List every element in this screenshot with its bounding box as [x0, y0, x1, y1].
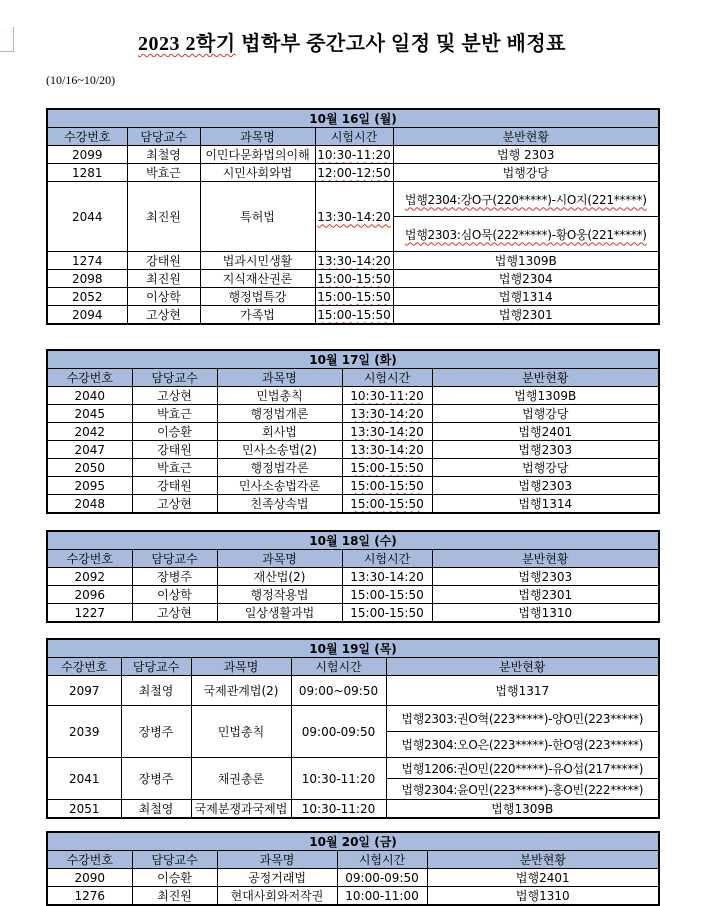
room-cell: 법행2303: [432, 441, 659, 459]
table-row: [47, 887, 659, 906]
room-cell: 법행2401: [432, 423, 659, 441]
room-cell: 법행1309B: [432, 387, 659, 405]
time-cell: 09:00-09:50: [337, 869, 427, 887]
professor-cell: 강태원: [132, 441, 217, 459]
exam-table-day-1: [46, 108, 660, 325]
professor-cell: 장병주: [132, 568, 217, 586]
time-cell: 13:30-14:20: [342, 423, 432, 441]
column-header: 담당교수: [127, 128, 200, 146]
day-header: 10월 16일 (월): [47, 109, 659, 128]
column-header: 수강번호: [47, 550, 132, 568]
subject-cell: 국제관계법(2): [191, 676, 291, 706]
room-cell: 법행2401: [427, 869, 659, 887]
professor-cell: 고상현: [132, 604, 217, 623]
professor-cell: 이승환: [132, 869, 217, 887]
column-header: 시험시간: [342, 550, 432, 568]
professor-cell: 최진원: [132, 887, 217, 906]
time-cell: 15:00-15:50: [315, 288, 393, 306]
column-header: 과목명: [217, 369, 342, 387]
room-cell: 법행1310: [432, 604, 659, 623]
subject-cell: 특허법: [200, 182, 315, 252]
table-row: [47, 270, 659, 288]
professor-cell: 이승환: [132, 423, 217, 441]
page-title-rest: 법학부 중간고사 일정 및 분반 배정표: [235, 33, 566, 55]
column-header: 담당교수: [121, 658, 191, 676]
table-row: [47, 758, 659, 779]
professor-cell: 최철영: [127, 146, 200, 164]
room-cell: 법행1206:권O민(220*****)-유O섭(217*****): [386, 758, 659, 779]
time-cell: 10:00-11:00: [337, 887, 427, 906]
subject-cell: 민법총칙: [217, 387, 342, 405]
time-cell: 15:00-15:50: [315, 270, 393, 288]
room-cell: 법행강당: [432, 459, 659, 477]
room-cell: 법행2304:강O구(220*****)-시O지(221*****): [393, 182, 659, 217]
subject-cell: 재산법(2): [217, 568, 342, 586]
room-cell: 법행2304:오O은(223*****)-한O영(223*****): [386, 732, 659, 758]
course-no-cell: 2041: [47, 758, 121, 800]
column-header: 분반현황: [427, 851, 659, 869]
course-no-cell: 2039: [47, 706, 121, 758]
subject-cell: 일상생활과법: [217, 604, 342, 623]
time-cell: 13:30-14:20: [342, 405, 432, 423]
table-row: [47, 800, 659, 819]
course-no-cell: 2050: [47, 459, 132, 477]
time-cell: 10:30-11:20: [315, 146, 393, 164]
room-cell: 법행2303:심O묵(222*****)-황O웅(221*****): [393, 217, 659, 252]
time-cell: 15:00-15:50: [342, 604, 432, 623]
professor-cell: 장병주: [121, 706, 191, 758]
course-no-cell: 2099: [47, 146, 127, 164]
course-no-cell: 2042: [47, 423, 132, 441]
course-no-cell: 2048: [47, 495, 132, 514]
subject-cell: 행정작용법: [217, 586, 342, 604]
professor-cell: 고상현: [132, 387, 217, 405]
date-range: (10/16~10/20): [46, 73, 116, 87]
room-cell: 법행2304:윤O민(223*****)-홍O빈(222*****): [386, 779, 659, 800]
subject-cell: 행정법개론: [217, 405, 342, 423]
subject-cell: 지식재산권론: [200, 270, 315, 288]
room-cell: 법행2301: [432, 586, 659, 604]
exam-table-day-4: [46, 638, 660, 819]
professor-cell: 박효근: [132, 459, 217, 477]
table-row: [47, 586, 659, 604]
table-row: [47, 423, 659, 441]
time-cell: 15:00-15:50: [342, 586, 432, 604]
subject-cell: 현대사회와저작권: [217, 887, 337, 906]
professor-cell: 장병주: [121, 758, 191, 800]
table-row: [47, 288, 659, 306]
table-row: [47, 182, 659, 217]
room-cell: 법행2303: [432, 477, 659, 495]
schedule-tables: [46, 108, 658, 906]
professor-cell: 이상학: [132, 586, 217, 604]
column-header: 담당교수: [132, 369, 217, 387]
room-cell: 법행2301: [393, 306, 659, 325]
course-no-cell: 2040: [47, 387, 132, 405]
course-no-cell: 1281: [47, 164, 127, 182]
time-cell: 13:30-14:20: [342, 441, 432, 459]
document-page: [0, 27, 704, 906]
time-cell: 10:30-11:20: [342, 387, 432, 405]
table-row: [47, 441, 659, 459]
time-cell: 12:00-12:50: [315, 164, 393, 182]
table-row: [47, 405, 659, 423]
subject-cell: 공정거래법: [217, 869, 337, 887]
professor-cell: 최진원: [127, 182, 200, 252]
professor-cell: 이상학: [127, 288, 200, 306]
course-no-cell: 2047: [47, 441, 132, 459]
room-cell: 법행 2303: [393, 146, 659, 164]
column-header: 분반현황: [432, 550, 659, 568]
column-header: 과목명: [217, 550, 342, 568]
time-cell: 09:00~09:50: [291, 676, 386, 706]
subject-cell: 친족상속법: [217, 495, 342, 514]
table-row: [47, 676, 659, 706]
course-no-cell: 2094: [47, 306, 127, 325]
day-header: 10월 17일 (화): [47, 350, 659, 369]
time-cell: 13:30-14:20: [342, 568, 432, 586]
room-cell: 법행1314: [432, 495, 659, 514]
course-no-cell: 2097: [47, 676, 121, 706]
course-no-cell: 2098: [47, 270, 127, 288]
column-header: 분반현황: [386, 658, 659, 676]
window-corner-artifact: [0, 27, 14, 52]
course-no-cell: 2051: [47, 800, 121, 819]
time-cell: 09:00-09:50: [291, 706, 386, 758]
table-row: [47, 164, 659, 182]
exam-table-day-5: [46, 831, 660, 906]
professor-cell: 강태원: [127, 252, 200, 270]
page-title: [46, 27, 658, 57]
column-header: 시험시간: [337, 851, 427, 869]
course-no-cell: 1274: [47, 252, 127, 270]
course-no-cell: 2090: [47, 869, 132, 887]
table-row: [47, 869, 659, 887]
exam-table-day-2: [46, 349, 660, 514]
professor-cell: 최철영: [121, 800, 191, 819]
column-header: 담당교수: [132, 851, 217, 869]
table-row: [47, 477, 659, 495]
table-row: [47, 306, 659, 325]
course-no-cell: 2092: [47, 568, 132, 586]
subject-cell: 국제분쟁과국제법: [191, 800, 291, 819]
course-no-cell: 2096: [47, 586, 132, 604]
course-no-cell: 2044: [47, 182, 127, 252]
subject-cell: 이민다문화법의이해: [200, 146, 315, 164]
time-cell: 15:00-15:50: [342, 495, 432, 514]
course-no-cell: 1227: [47, 604, 132, 623]
subject-cell: 민사소송법각론: [217, 477, 342, 495]
room-cell: 법행1309B: [386, 800, 659, 819]
subject-cell: 행정법특강: [200, 288, 315, 306]
day-header: 10월 20일 (금): [47, 832, 659, 851]
professor-cell: 강태원: [132, 477, 217, 495]
time-cell: 15:00-15:50: [342, 477, 432, 495]
professor-cell: 최철영: [121, 676, 191, 706]
day-header: 10월 19일 (목): [47, 639, 659, 658]
column-header: 시험시간: [291, 658, 386, 676]
column-header: 수강번호: [47, 851, 132, 869]
day-header: 10월 18일 (수): [47, 531, 659, 550]
professor-cell: 박효근: [132, 405, 217, 423]
column-header: 과목명: [217, 851, 337, 869]
room-cell: 법행1317: [386, 676, 659, 706]
room-cell: 법행1314: [393, 288, 659, 306]
exam-table-day-3: [46, 530, 660, 623]
subject-cell: 회사법: [217, 423, 342, 441]
course-no-cell: 2052: [47, 288, 127, 306]
table-row: [47, 495, 659, 514]
professor-cell: 고상현: [127, 306, 200, 325]
column-header: 담당교수: [132, 550, 217, 568]
table-row: [47, 459, 659, 477]
column-header: 시험시간: [315, 128, 393, 146]
table-row: [47, 706, 659, 732]
subject-cell: 행정법각론: [217, 459, 342, 477]
table-row: [47, 604, 659, 623]
time-cell: 10:30-11:20: [291, 800, 386, 819]
table-row: [47, 146, 659, 164]
professor-cell: 최진원: [127, 270, 200, 288]
course-no-cell: 2045: [47, 405, 132, 423]
room-cell: 법행1309B: [393, 252, 659, 270]
column-header: 과목명: [191, 658, 291, 676]
column-header: 분반현황: [393, 128, 659, 146]
table-row: [47, 568, 659, 586]
room-cell: 법행2303:권O혁(223*****)-양O민(223*****): [386, 706, 659, 732]
column-header: 수강번호: [47, 369, 132, 387]
time-cell: 13:30-14:20: [315, 252, 393, 270]
subject-cell: 채권총론: [191, 758, 291, 800]
room-cell: 법행2303: [432, 568, 659, 586]
course-no-cell: 1276: [47, 887, 132, 906]
subject-cell: 민사소송법(2): [217, 441, 342, 459]
column-header: 수강번호: [47, 658, 121, 676]
room-cell: 법행2304: [393, 270, 659, 288]
column-header: 과목명: [200, 128, 315, 146]
time-cell: 13:30-14:20: [315, 182, 393, 252]
column-header: 분반현황: [432, 369, 659, 387]
time-cell: 15:00-15:50: [315, 306, 393, 325]
column-header: 시험시간: [342, 369, 432, 387]
time-cell: 15:00-15:50: [342, 459, 432, 477]
subject-cell: 시민사회와법: [200, 164, 315, 182]
room-cell: 법행강당: [393, 164, 659, 182]
subject-cell: 민법총칙: [191, 706, 291, 758]
subject-cell: 가족법: [200, 306, 315, 325]
room-cell: 법행강당: [432, 405, 659, 423]
table-row: [47, 387, 659, 405]
professor-cell: 고상현: [132, 495, 217, 514]
column-header: 수강번호: [47, 128, 127, 146]
table-row: [47, 252, 659, 270]
course-no-cell: 2095: [47, 477, 132, 495]
time-cell: 10:30-11:20: [291, 758, 386, 800]
page-title-year-term: 2023 2학기: [138, 33, 236, 55]
subject-cell: 법과시민생활: [200, 252, 315, 270]
professor-cell: 박효근: [127, 164, 200, 182]
room-cell: 법행1310: [427, 887, 659, 906]
